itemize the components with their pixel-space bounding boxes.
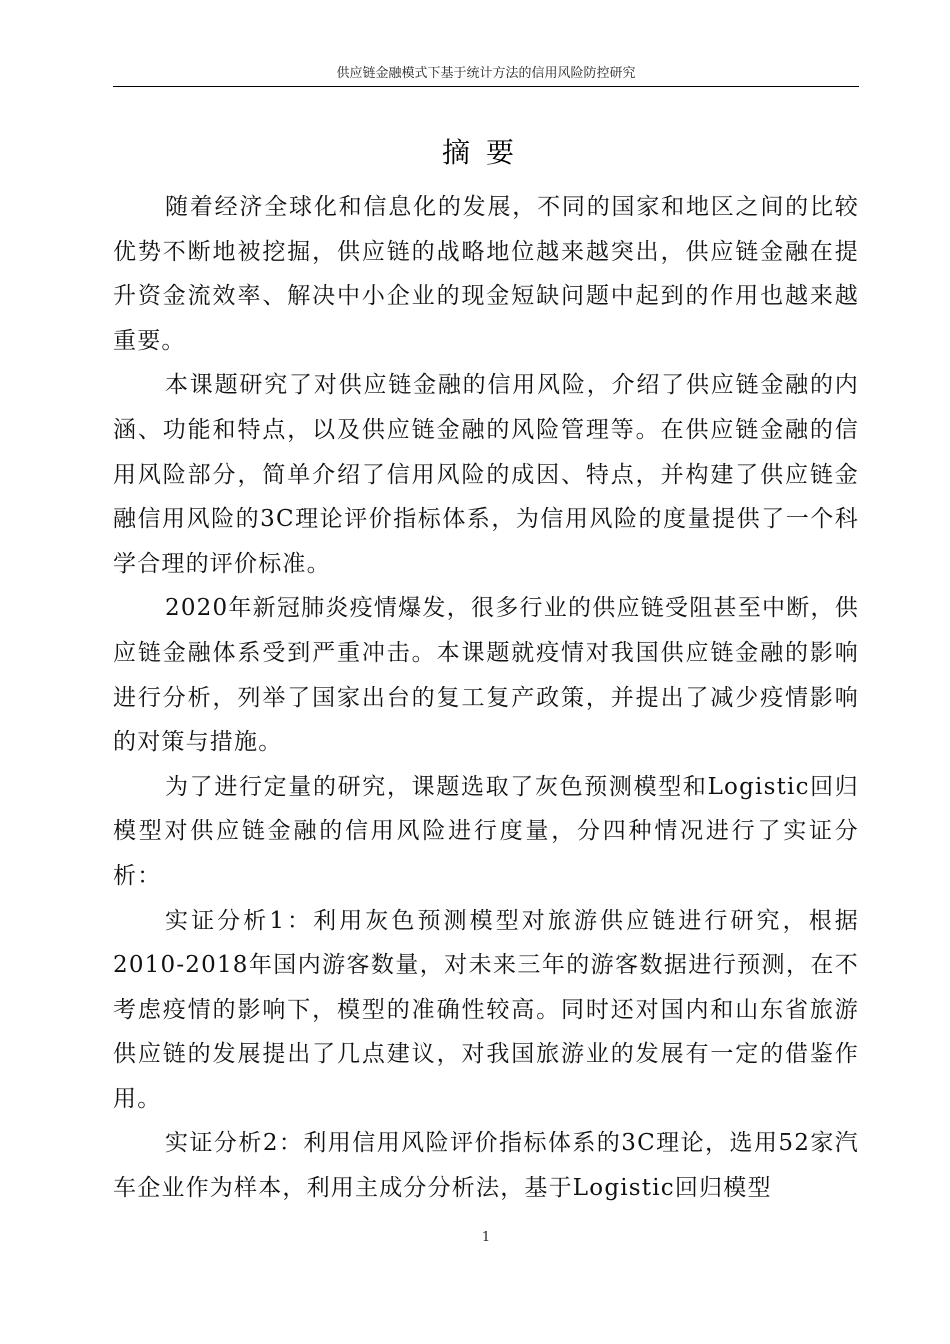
paragraph: 实证分析2：利用信用风险评价指标体系的3C理论，选用52家汽车企业作为样本，利用主成分分析法，基于Logistic回归模型 (113, 1130, 859, 1202)
abstract-title: 摘要 (441, 136, 530, 169)
paragraph: 实证分析1：利用灰色预测模型对旅游供应链进行研究，根据2010-2018年国内游客数量，对未来三年的游客数据进行预测，在不考虑疫情的影响下，模型的准确性较高。同时还对国内和山东省旅游供应链的发展提出了几点建议，对我国旅游业的发展有一定的借鉴作用。 (113, 907, 859, 1112)
abstract-body (113, 185, 859, 1211)
paragraph: 随着经济全球化和信息化的发展，不同的国家和地区之间的比较优势不断地被挖掘，供应链的战略地位越来越突出，供应链金融在提升资金流效率、解决中小企业的现金短缺问题中起到的作用也越来越重要。 (113, 194, 859, 354)
header-divider (113, 86, 859, 87)
paragraph: 2020年新冠肺炎疫情爆发，很多行业的供应链受阻甚至中断，供应链金融体系受到严重冲击。本课题就疫情对我国供应链金融的影响进行分析，列举了国家出台的复工复产政策，并提出了减少疫情影响的对策与措施。 (113, 595, 859, 756)
paragraph: 本课题研究了对供应链金融的信用风险，介绍了供应链金融的内涵、功能和特点，以及供应链金融的风险管理等。在供应链金融的信用风险部分，简单介绍了信用风险的成因、特点，并构建了供应链金融信用风险的3C理论评价指标体系，为信用风险的度量提供了一个科学合理的评价标准。 (113, 372, 859, 577)
running-header: 供应链金融模式下基于统计方法的信用风险防控研究 (336, 66, 636, 81)
paragraph: 为了进行定量的研究，课题选取了灰色预测模型和Logistic回归模型对供应链金融的信用风险进行度量，分四种情况进行了实证分析： (113, 773, 859, 889)
page-number: 1 (481, 1230, 491, 1245)
